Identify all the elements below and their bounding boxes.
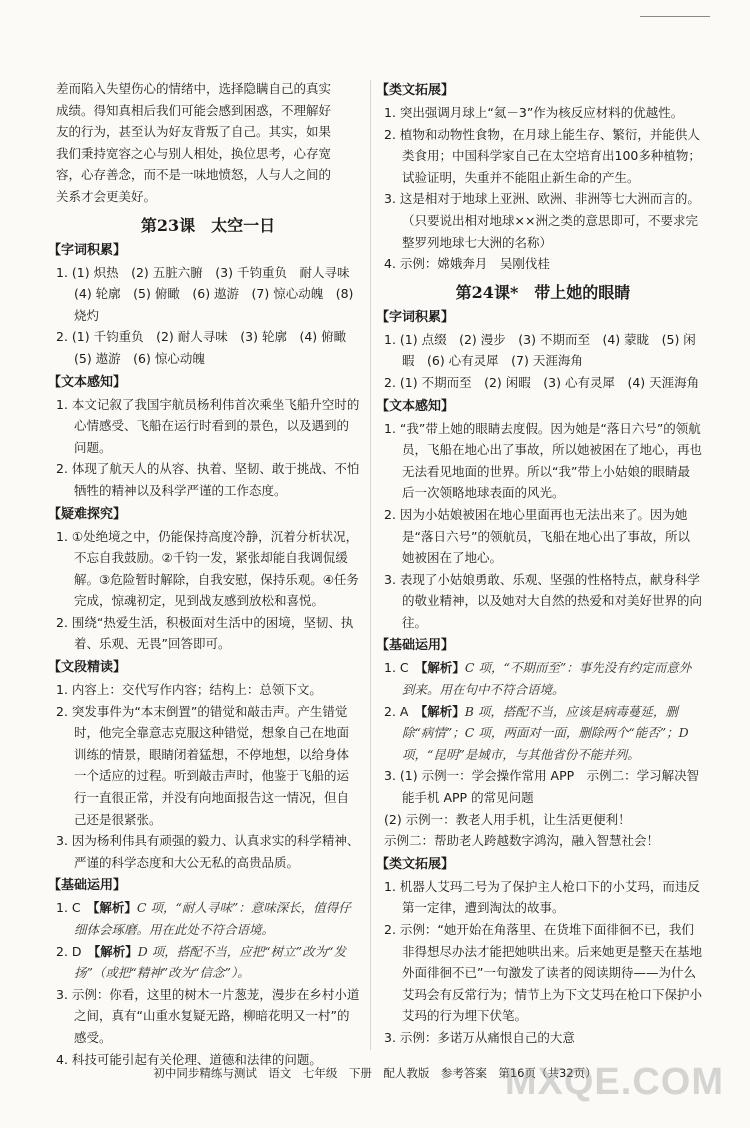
answer-item: 示例二：帮助老人跨越数字鸿沟，融入智慧社会！ [384, 833, 660, 849]
answer-item: 4. 示例：嫦娥奔月 吴刚伐桂 [384, 256, 550, 272]
watermark-logo: MXQE.COM [504, 1061, 724, 1103]
answer-item: 3. 因为杨利伟具有顽强的毅力、认真求实的科学精神、严谨的科学态度和大公无私的高贵品质。 [56, 833, 360, 870]
answer-item: 2. 示例：“她开始在角落里、在货堆下面徘徊不已，我们非得想尽办法才能把她哄出来。后来她更是整天在基地外面徘徊不已”一句激发了读者的阅读期待——为什么艾玛会有反常行为；情节上为下文艾玛在枪口下保护小艾玛的行为埋下伏笔。 [384, 922, 703, 1024]
section-heading: 【文段精读】 [48, 660, 127, 676]
answer-number: 2. D [56, 943, 95, 959]
answer-item: 1. (1) 炽热 (2) 五脏六腑 (3) 千钧重负 耐人寻味 (4) 轮廓 (5) 俯瞰 (6) 遨游 (7) 惊心动魄 (8) 烧灼 [56, 264, 362, 323]
answer-number: 2. A [384, 703, 421, 719]
answer-item: 2. 突发事件为“本末倒置”的错觉和敲击声。产生错觉时，他完全靠意志克服这种错觉，想象自己在地面训练的情景，眼睛闭着猛想，不停地想，以给身体一个适应的过程。听到敲击声时，他鉴于飞船的运行一直很正常，并没有向地面报告这一情况，但自己还是很紧张。 [56, 703, 350, 827]
intro-line: 我们秉持宽容之心与别人相处，换位思考，心存宽 [56, 145, 332, 161]
section-heading: 【字词积累】 [376, 309, 455, 325]
answer-item: 3. 这是相对于地球上亚洲、欧洲、非洲等七大洲而言的。（只要说出相对地球××洲之类的意思即可，不要求完整罗列地球七大洲的名称） [384, 191, 700, 250]
answer-item: 1. 本文记叙了我国宇航员杨利伟首次乘坐飞船升空时的心情感受、飞船在运行时看到的景色，以及遇到的问题。 [56, 396, 360, 455]
analysis-tag: 【解析】 [420, 703, 465, 719]
answer-item: 1. ①处绝境之中，仍能保持高度冷静，沉着分析状况，不忘自我鼓励。②千钧一发，紧张却能自我调侃缓解。③危险暂时解除，自我安慰，保持乐观。④任务完成，惊魂初定，见到战友感到放松和喜悦。 [56, 528, 359, 609]
answer-item: 3. (1) 示例一：学会操作常用 APP 示例二：学习解决智能手机 APP 的常见问题 [384, 768, 700, 806]
section-heading: 【基础运用】 [48, 878, 127, 894]
answer-item: 2. (1) 千钧重负 (2) 耐人寻味 (3) 轮廓 (4) 俯瞰 (5) 遨游 (6) 惊心动魄 [56, 329, 359, 366]
answer-item: 3. 表现了小姑娘勇敢、乐观、坚强的性格特点，献身科学的敬业精神，以及她对大自然的热爱和对美好世界的向往。 [384, 571, 703, 630]
answer-item: 2. 体现了航天人的从容、执着、坚韧、敢于挑战、不怕牺牲的精神以及科学严谨的工作态度。 [56, 461, 360, 498]
answer-item [56, 897, 360, 940]
answer-item [384, 657, 702, 700]
analysis-text: B 项，搭配不当，应该是病毒蔓延，删除“病情”；C 项，两面对一面，删除两个“能否”；D 项，“昆明”是城市，与其他省份不能并列。 [402, 703, 689, 762]
answer-item: 4. 科技可能引起有关伦理、道德和法律的问题。 [56, 1051, 322, 1067]
answer-item: 1. 内容上：交代写作内容；结构上：总领下文。 [56, 682, 322, 698]
lesson-24-title: 第24课* 带上她的眼睛 [455, 282, 631, 302]
analysis-tag: 【解析】 [93, 900, 137, 916]
answer-item: 1. “我”带上她的眼睛去度假。因为她是“落日六号”的领航员，飞船在地心出了事故，所以她被困在了地心，再也无法看见地面的世界。所以“我”带上小姑娘的眼睛最后一次领略地球表面的风光。 [384, 420, 703, 501]
intro-line: 容，心存善念，而不是一味地愤怒，人与人之间的 [56, 167, 332, 183]
answer-item [56, 941, 360, 984]
answer-number: 1. C [384, 660, 422, 676]
intro-line: 成绩。得知真相后我们可能会感到困惑，不理解好 [56, 102, 332, 118]
answer-item: 2. 植物和动物性食物，在月球上能生存、繁衍，并能供人类食用；中国科学家自己在太空培育出100多种植物；试验证明，失重并不能阻止新生命的产生。 [384, 126, 701, 185]
answer-item: 2. 因为小姑娘被困在地心里面再也无法出来了。因为她是“落日六号”的领航员，飞船在地心出了事故，所以她被困在了地心。 [384, 506, 690, 566]
lesson-23-title: 第23课 太空一日 [140, 215, 276, 235]
answer-number: 1. C [56, 900, 94, 916]
answer-item: 1. 突出强调月球上“氦－3”作为核反应材料的优越性。 [384, 105, 684, 120]
analysis-text: C 项，“不期而至”：事先没有约定而意外到来。用在句中不符合语境。 [402, 660, 692, 698]
answer-item: 1. 机器人艾玛二号为了保护主人枪口下的小艾玛，而违反第一定律，遭到淘汰的故事。 [384, 878, 700, 916]
intro-line: 友的行为，甚至认为好友背叛了自己。其实，如果 [56, 124, 332, 140]
analysis-text: C 项，“耐人寻味”：意味深长，值得仔细体会琢磨。用在此处不符合语境。 [74, 900, 351, 937]
answer-item [384, 701, 702, 766]
answer-item: 2. 围绕“热爱生活，积极面对生活中的困境，坚韧、执着、乐观、无畏”回答即可。 [56, 614, 354, 652]
answer-item: 3. 示例：多诺万从痛恨自己的大意 [384, 1029, 575, 1045]
left-column [48, 78, 362, 1070]
section-heading: 【字词积累】 [48, 242, 127, 258]
column-divider [370, 80, 371, 1050]
intro-paragraph [56, 78, 360, 208]
answer-item: (2) 示例一：教老人用手机，让生活更便利！ [384, 811, 631, 827]
analysis-tag: 【解析】 [94, 943, 138, 959]
section-heading: 【类文拓展】 [376, 856, 455, 872]
page-footer: 初中同步精练与测试 语文 七年级 下册 配人教版 参考答案 第16页（共32页） [153, 1066, 597, 1080]
right-column [376, 78, 703, 1049]
answer-item: 2. (1) 不期而至 (2) 闲暇 (3) 心有灵犀 (4) 天涯海角 [384, 374, 700, 390]
analysis-text: D 项，搭配不当，应把“树立”改为“发扬”（或把“精神”改为“信念”）。 [74, 943, 346, 981]
answer-item: 3. 示例：你看，这里的树木一片葱茏，漫步在乡村小道之间，真有“山重水复疑无路，柳暗花明又一村”的感受。 [56, 986, 360, 1045]
section-heading: 【文本感知】 [376, 398, 455, 414]
answer-item: 1. (1) 点缀 (2) 漫步 (3) 不期而至 (4) 蒙眬 (5) 闲暇 (6) 心有灵犀 (7) 天涯海角 [384, 331, 696, 369]
section-heading: 【文本感知】 [48, 374, 127, 390]
top-rule [640, 16, 710, 17]
intro-line: 差而陷入失望伤心的情绪中，选择隐瞒自己的真实 [56, 81, 332, 96]
analysis-tag: 【解析】 [421, 660, 465, 676]
section-heading: 【基础运用】 [376, 638, 455, 654]
section-heading: 【类文拓展】 [376, 83, 455, 98]
section-heading: 【疑难探究】 [48, 506, 127, 522]
intro-line: 关系才会更美好。 [56, 188, 157, 204]
